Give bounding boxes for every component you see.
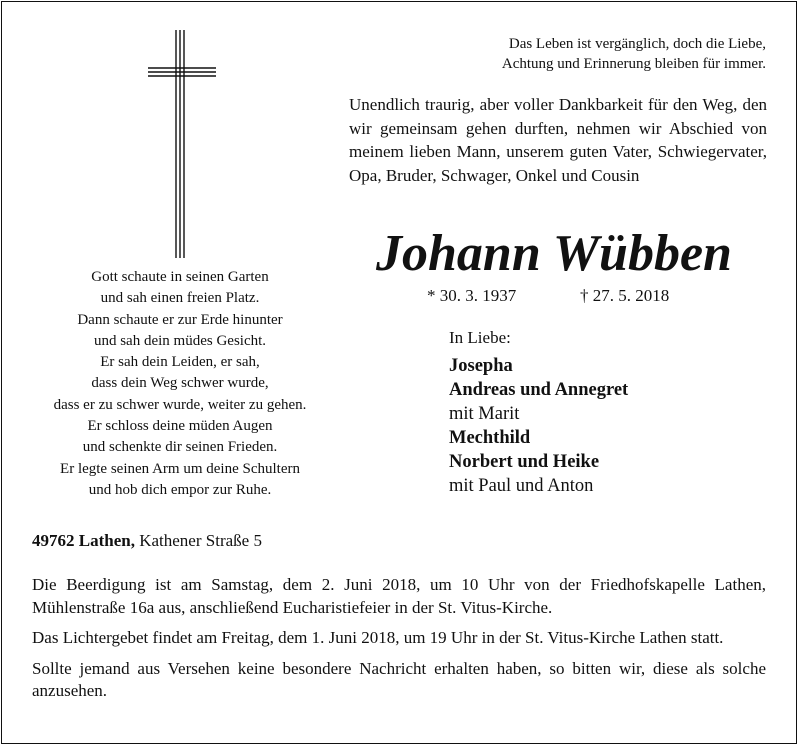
intro-text: Unendlich traurig, aber voller Dankbarkeit für den Weg, den wir gemeinsam gehen durften, nehmen wir Abschied von meinem lieben Mann, unserem guten Vater, Schwiegervater, Opa, Bruder, Schwager, Onkel und Cousin (349, 95, 767, 185)
poem-line: Er legte seinen Arm um deine Schultern (60, 460, 300, 477)
poem-line: dass er zu schwer wurde, weiter zu gehen. (53, 396, 307, 413)
family-member: Norbert und Heike (449, 452, 600, 472)
cross-icon (148, 30, 220, 260)
poem-line: Dann schaute er zur Erde hinunter (77, 311, 283, 328)
poem (30, 267, 330, 501)
motto (420, 34, 766, 74)
birth-date: * 30. 3. 1937 (427, 286, 517, 305)
family-member: mit Paul und Anton (449, 476, 594, 496)
address-street: Kathener Straße 5 (139, 531, 262, 550)
poem-line: dass dein Weg schwer wurde, (91, 375, 269, 392)
family-list (449, 354, 628, 498)
notices (32, 574, 766, 711)
motto-line: Achtung und Erinnerung bleiben für immer. (501, 56, 766, 72)
funeral-notice: Die Beerdigung ist am Samstag, dem 2. Juni 2018, um 10 Uhr von der Friedhofskapelle Lathen, Mühlenstraße 16a aus, anschließend Eucharistiefeier in der St. Vitus-Kirche. (32, 575, 766, 617)
closing-notice: Sollte jemand aus Versehen keine besondere Nachricht erhalten haben, so bitten wir, diese als solche anzusehen. (32, 658, 766, 700)
address-city: 49762 Lathen, (32, 531, 135, 550)
family-member: Andreas und Annegret (449, 380, 629, 400)
address (32, 529, 262, 553)
poem-line: Er schloss deine müden Augen (87, 418, 273, 435)
poem-line: und hob dich empor zur Ruhe. (88, 481, 272, 498)
family-intro: In Liebe: (449, 328, 511, 347)
death-date: † 27. 5. 2018 (580, 286, 670, 305)
deceased-name: Johann Wübben (376, 225, 732, 282)
poem-line: Gott schaute in seinen Garten (91, 269, 269, 285)
family-member: mit Marit (449, 404, 520, 424)
family-member: Mechthild (449, 428, 531, 448)
family-member: Josepha (449, 356, 513, 376)
motto-line: Das Leben ist vergänglich, doch die Liebe, (508, 36, 766, 52)
prayer-notice: Das Lichtergebet findet am Freitag, dem 1. Juni 2018, um 19 Uhr in der St. Vitus-Kirche Lathen statt. (32, 628, 724, 647)
poem-line: und sah einen freien Platz. (100, 290, 260, 307)
poem-line: und sah dein müdes Gesicht. (93, 332, 267, 349)
poem-line: und schenkte dir seinen Frieden. (82, 439, 278, 456)
poem-line: Er sah dein Leiden, er sah, (100, 354, 260, 371)
